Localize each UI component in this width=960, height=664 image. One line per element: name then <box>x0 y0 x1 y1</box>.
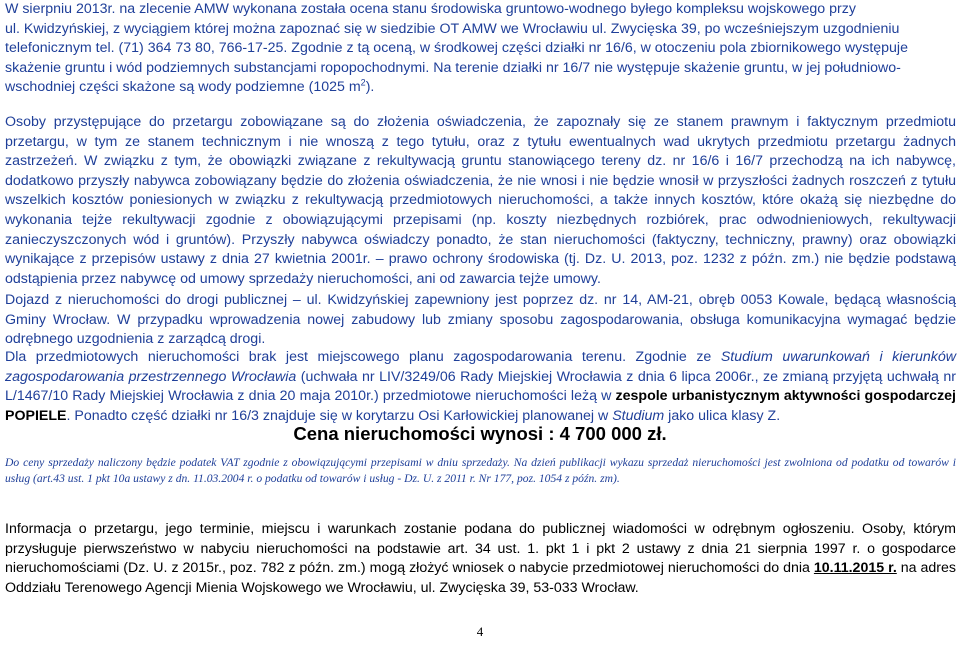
line: skażenie gruntu i wód podziemnych substancjami ropopochodnymi. Na terenie działki nr 16/7 nie występuje skażenie gruntu, w jej południowo- <box>5 59 901 76</box>
line-text: ). <box>365 79 375 96</box>
superscript: 2 <box>360 77 366 88</box>
property-price-heading: Cena nieruchomości wynosi : 4 700 000 zł. <box>293 423 667 444</box>
study-reference: Studium <box>612 407 665 424</box>
study-title: Studium uwarunkowań i kierunków zagospodarowania przestrzennego Wrocławia <box>5 349 956 385</box>
text-run: (uchwała nr LIV/3249/06 Rady Miejskiej Wrocławia z dnia 6 lipca 2006r., ze zmianą przyjętą uchwałą nr L/1467/10 Rady Miejskiej Wrocławia z dnia 20 maja 2010r.) przedmiotowe nieruchomości leżą w <box>5 368 957 405</box>
deadline-date: 10.11.2015 r. <box>813 560 897 577</box>
text-run: Dla przedmiotowych nieruchomości brak jest miejscowego planu zagospodarowania terenu. Zgodnie ze <box>5 349 721 365</box>
paragraph-tender-info <box>5 520 956 598</box>
paragraph-road-access: Dojazd z nieruchomości do drogi publicznej – ul. Kwidzyńskiej zapewniony jest poprzez dz. nr 14, AM-21, obręb 0053 Kowale, będącą własnością Gminy Wrocław. W przypadku wprowadzenia nowej zabudowy lub zmiany sposobu zagospodarowania, obsługa komunikacyjna wymagać będzie odrębnego uzgodnienia z zarządcą drogi. <box>5 292 956 348</box>
line: ul. Kwidzyńskiej, z wyciągiem której można zapoznać się w siedzibie OT AMW we Wrocławiu ul. Zwycięska 39, po wcześniejszym uzgodnieniu <box>5 20 900 37</box>
text-run: . Ponadto część działki nr 16/3 znajduje się w korytarzu Osi Karłowickiej planowanej w <box>66 407 613 424</box>
line: W sierpniu 2013r. na zlecenie AMW wykonana została ocena stanu środowiska gruntowo-wodnego byłego kompleksu wojskowego przy <box>5 1 856 17</box>
zone-name: zespole urbanistycznym aktywności gospodarczej POPIELE <box>5 388 956 424</box>
text-run: Informacja o przetargu, jego terminie, miejscu i warunkach zostanie podana do publicznej wiadomości w odrębnym ogłoszeniu. Osoby, którym przysługuje pierwszeństwo w nabyciu nieruchomości na podstawie art. 34 ust. 1. pkt 1 i pkt 2 ustawy z dnia 21 sierpnia 1997 r. o gospodarce nieruchomościami (Dz. U. z 2015r., poz. 782 z późn. zm.) mogą złożyć wniosek o nabycie przedmiotowej nieruchomości do dnia <box>5 521 956 577</box>
page-number: 4 <box>476 624 484 639</box>
line <box>5 78 956 98</box>
line-text: wschodniej części skażone są wody podziemne (1025 m <box>5 79 361 96</box>
paragraph-zoning <box>5 348 956 426</box>
line: telefonicznym tel. (71) 364 73 80, 766-17-25. Zgodnie z tą oceną, w środkowej części działki nr 16/6, w otoczeniu pola zbiornikowego występuje <box>5 40 908 57</box>
text-run: jako ulica klasy Z. <box>664 407 781 424</box>
paragraph-soil-assessment <box>5 0 956 98</box>
vat-note: Do ceny sprzedaży naliczony będzie podatek VAT zgodnie z obowiązującymi przepisami w dniu sprzedaży. Na dzień publikacji wykazu sprzedaż nieruchomości jest zwolniona od podatku od towarów i usług (art.43 ust. 1 pkt 10a ustawy z dn. 11.03.2004 r. o podatku od towarów i usług - Dz. U. z 2011 r. Nr 177, poz. 1054 z późn. zm). <box>5 456 956 485</box>
paragraph-bidder-declarations: Osoby przystępujące do przetargu zobowiązane są do złożenia oświadczenia, że zapoznały się ze stanem prawnym i faktycznym przedmiotu przetargu, w tym ze stanem technicznym i nie wnoszą z tego tytułu, oraz z tytułu ewentualnych wad ukrytych przedmiotu przetargu żadnych zastrzeżeń. W związku z tym, że obowiązki związane z rekultywacją gruntu stanowiącego tereny dz. nr 16/6 i 16/7 przechodzą na ich nabywcę, dodatkowo przyszły nabywca zobowiązany będzie do złożenia oświadczenia, że nie wnosi i nie będzie wnosił w przyszłości żadnych roszczeń z tytułu wszelkich kosztów poniesionych w związku z rekultywacją przedmiotowych nieruchomości, a także innych kosztów, które okażą się niezbędne do wykonania tejże rekultywacji zgodnie z obowiązującymi przepisami (np. koszty niezbędnych rozbiórek, prac odwodnieniowych, rekultywacji zanieczyszczonych wód i gruntów). Przyszły nabywca oświadczy ponadto, że stan nieruchomości (faktyczny, techniczny, prawny) oraz obowiązki wynikające z przepisów ustawy z dnia 27 kwietnia 2001r. – prawo ochrony środowiska (tj. Dz. U. 2013, poz. 1232 z późn. zm.) nie będzie podstawą odstąpienia przez nabywcę od umowy sprzedaży nieruchomości, ani od zawarcia tejże umowy. <box>5 114 956 287</box>
text-run: na adres Oddziału Terenowego Agencji Mienia Wojskowego we Wrocławiu, ul. Zwycięska 39, 53-033 Wrocław. <box>5 560 957 596</box>
